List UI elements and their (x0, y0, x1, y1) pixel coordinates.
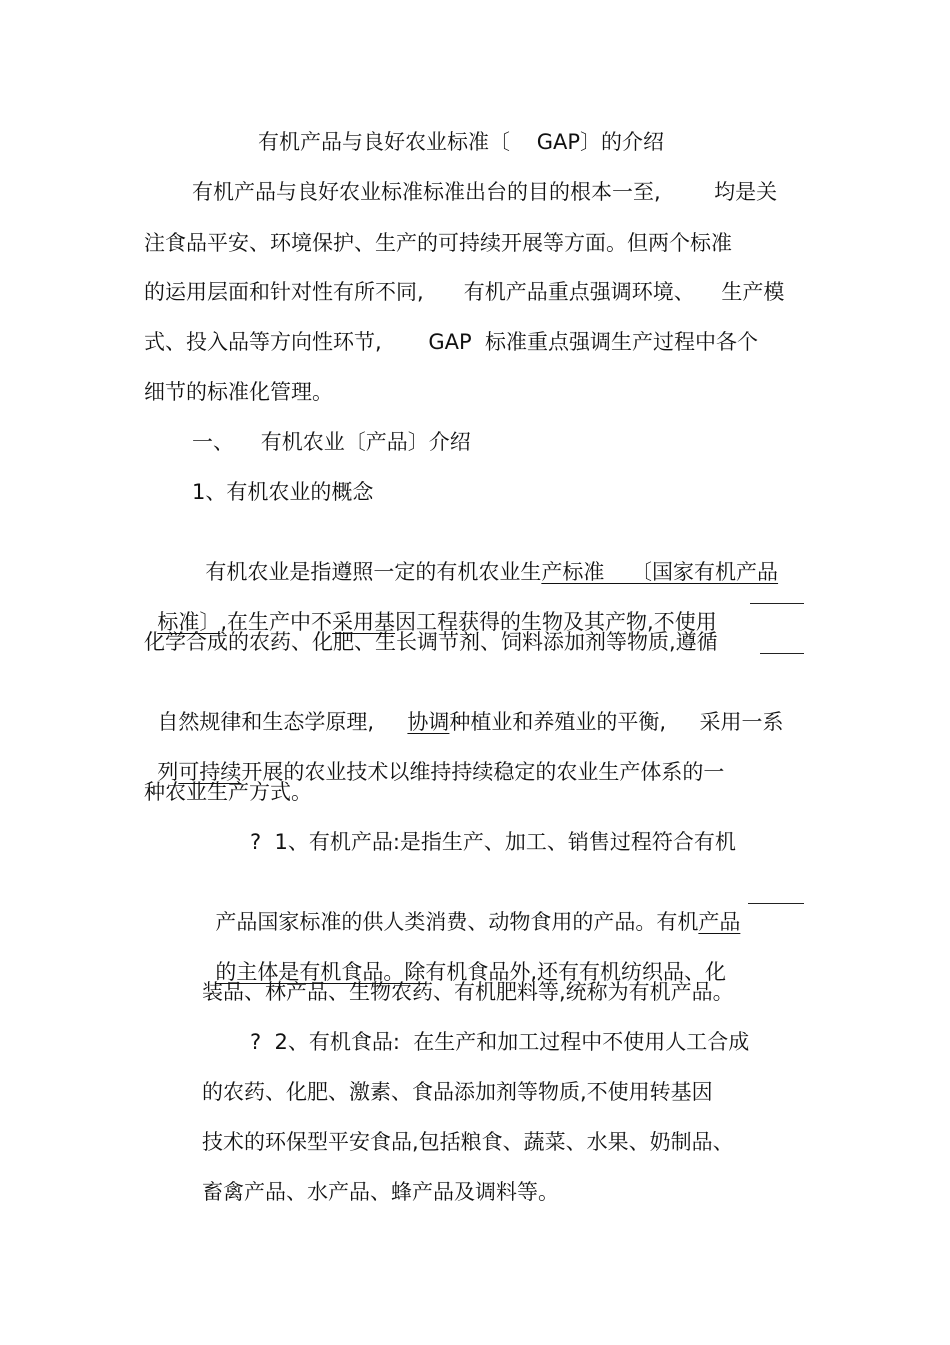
page-title: 有机产品与良好农业标准〔 GAP〕的介绍 (258, 130, 665, 154)
intro-line-2: 注食品平安、环境保护、生产的可持续开展等方面。但两个标准 (144, 231, 732, 255)
blank-underline (748, 903, 804, 904)
item1-line-4: 装品、林产品、生物农药、有机肥料等,统称为有机产品。 (202, 980, 734, 1004)
blank-underline (750, 603, 804, 604)
blank-underline (760, 653, 804, 654)
item2-line-2: 的农药、化肥、激素、食品添加剂等物质,不使用转基因 (202, 1080, 713, 1104)
item2-line-3: 技术的环保型平安食品,包括粮食、蔬菜、水果、奶制品、 (202, 1130, 734, 1154)
underlined-text: 可持续 (178, 760, 242, 784)
definition-text: 因工程获得的生物及其产物,不使用 (395, 610, 717, 634)
item1-line-2 (202, 877, 741, 934)
definition-text: 有机农业是指遵照一定的有机农业生 (205, 560, 542, 584)
subheading: 1、有机农业的概念 (192, 480, 374, 504)
definition-line-2 (144, 577, 717, 634)
definition-line-5 (144, 727, 725, 784)
intro-line-1: 有机产品与良好农业标准标准出台的目的根本一至, 均是关 (192, 180, 778, 204)
definition-text: 种植业和养殖业的平衡, 采用一系 (449, 710, 784, 734)
definition-text: ,在生产中不 (220, 610, 333, 634)
item-text: 有机食品外,还有有机纺织品、化 (425, 960, 727, 984)
underlined-text: 产标准 〔国家有机产品 (541, 560, 779, 584)
definition-text: 开展的农业技术以维持持续稳定的农业生产体系的一 (241, 760, 725, 784)
definition-text: 自然规律和生态学原理, (157, 710, 408, 734)
underlined-text: 协调 (407, 710, 450, 734)
underlined-text: 标准〕 (157, 610, 221, 634)
underlined-text: 产品 (698, 910, 741, 934)
definition-text: 列 (157, 760, 179, 784)
item1-line-1: ? 1、有机产品:是指生产、加工、销售过程符合有机 (250, 830, 736, 854)
definition-line-6: 种农业生产方式。 (144, 780, 312, 804)
intro-line-3: 的运用层面和针对性有所不同, 有机产品重点强调环境、 生产模 (144, 280, 785, 304)
item-text: 产品国家标准的供人类消费、动物食用的产品。有机 (215, 910, 699, 934)
underlined-text: 的主体是有机食品。除 (215, 960, 426, 984)
definition-line-1 (192, 527, 779, 584)
intro-line-5: 细节的标准化管理。 (144, 380, 333, 404)
item2-line-4: 畜禽产品、水产品、蜂产品及调料等。 (202, 1180, 559, 1204)
definition-line-3: 化学合成的农药、化肥、生长调节剂、饲料添加剂等物质,遵循 (144, 630, 718, 654)
definition-line-4 (144, 677, 784, 734)
intro-line-4: 式、投入品等方向性环节, GAP 标准重点强调生产过程中各个 (144, 330, 759, 354)
section-heading: 一、 有机农业〔产品〕介绍 (192, 430, 471, 454)
underlined-text: 采用基 (332, 610, 396, 634)
item1-line-3 (202, 927, 727, 984)
item2-line-1: ? 2、有机食品: 在生产和加工过程中不使用人工合成 (250, 1030, 750, 1054)
